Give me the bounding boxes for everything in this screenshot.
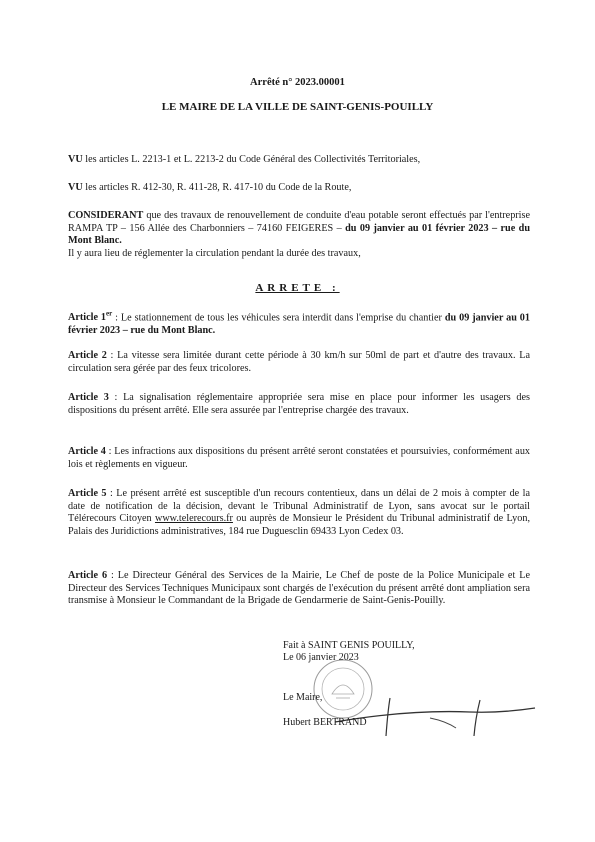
- considerant-text: que des travaux de renouvellement de conduite d'eau potable seront effectués par l'entreprise RAMPA TP – 156 Allée des Charbonniers – 74160 FEIGERES –: [68, 210, 530, 234]
- article-1: [68, 308, 530, 338]
- considerant-paragraph: [68, 210, 530, 260]
- vu-paragraph-2: [68, 182, 530, 195]
- article-text: : Le Directeur Général des Services de la Mairie, Le Chef de poste de la Police Municipale et Le Directeur des Services Techniques Municipaux sont chargés de l'exécution du présent arrêté dont ampliation sera transmise à Monsieur le Commandant de la Brigade de Gendarmerie de Saint-Genis-Pouilly.: [68, 570, 530, 607]
- signature-role: Le Maire,: [283, 692, 323, 703]
- article-label: Article 4: [68, 446, 106, 457]
- article-3: [68, 392, 530, 417]
- regulation-line: Il y aura lieu de réglementer la circulation pendant la durée des travaux,: [68, 247, 361, 259]
- article-label: Article 2: [68, 350, 107, 361]
- article-text: : Le présent arrêté est susceptible d'un recours contentieux, dans un délai de 2 mois à compter de la date de notification de la décision, devant le Tribunal Administratif de Lyon, sans avocat sur le portail Télérecours Citoyen: [68, 488, 530, 525]
- signatory-name: Hubert BERTRAND: [283, 717, 367, 728]
- arrete-heading: ARRETE :: [255, 282, 340, 294]
- vu-text: les articles R. 412-30, R. 411-28, R. 417-10 du Code de la Route,: [82, 182, 352, 193]
- signature-place: Fait à SAINT GENIS POUILLY,: [283, 640, 415, 651]
- article-5: [68, 488, 530, 538]
- mayor-heading: LE MAIRE DE LA VILLE DE SAINT-GENIS-POUILLY: [161, 101, 434, 113]
- telerecours-link[interactable]: www.telerecours.fr: [154, 513, 233, 525]
- vu-label: VU: [68, 154, 83, 165]
- signature-date: Le 06 janvier 2023: [283, 652, 359, 663]
- article-text: ou auprès de Monsieur le Président du Tribunal administratif de Lyon, Palais des Juridictions administratives, 184 rue Duguesclin 69433 Lyon Cedex 03.: [68, 513, 530, 537]
- article-text: : Les infractions aux dispositions du présent arrêté seront constatées et poursuivies, conformément aux lois et règlements en vigueur.: [68, 446, 531, 470]
- considerant-dates: du 09 janvier au 01 février 2023 – rue du Mont Blanc.: [68, 222, 530, 247]
- vu-text: les articles L. 2213-1 et L. 2213-2 du Code Général des Collectivités Territoriales,: [82, 154, 421, 165]
- article-label: Article 6: [68, 570, 108, 581]
- article-text: : La signalisation réglementaire appropriée sera mise en place pour informer les usagers des dispositions du présent arrêté. Elle sera assurée par l'entreprise chargée des travaux.: [68, 392, 530, 416]
- article-label: Article 3: [68, 392, 109, 403]
- considerant-label: CONSIDERANT: [68, 210, 144, 221]
- article-2: [68, 350, 530, 375]
- article-4: [68, 446, 530, 471]
- vu-label: VU: [68, 182, 83, 193]
- article-text: : La vitesse sera limitée durant cette période à 30 km/h sur 50ml de part et d'autre des travaux. La circulation sera gérée par des feux tricolores.: [68, 350, 530, 374]
- article-text: : Le stationnement de tous les véhicules sera interdit dans l'emprise du chantier: [112, 312, 445, 324]
- article-dates: du 09 janvier au 01 février 2023 – rue du Mont Blanc.: [68, 312, 530, 336]
- signature-block: [283, 640, 415, 729]
- article-6: [68, 570, 530, 608]
- vu-paragraph-1: [68, 154, 530, 167]
- article-label: Article 1er: [68, 310, 113, 324]
- article-label: Article 5: [68, 488, 107, 499]
- decree-number: Arrêté n° 2023.00001: [250, 77, 345, 88]
